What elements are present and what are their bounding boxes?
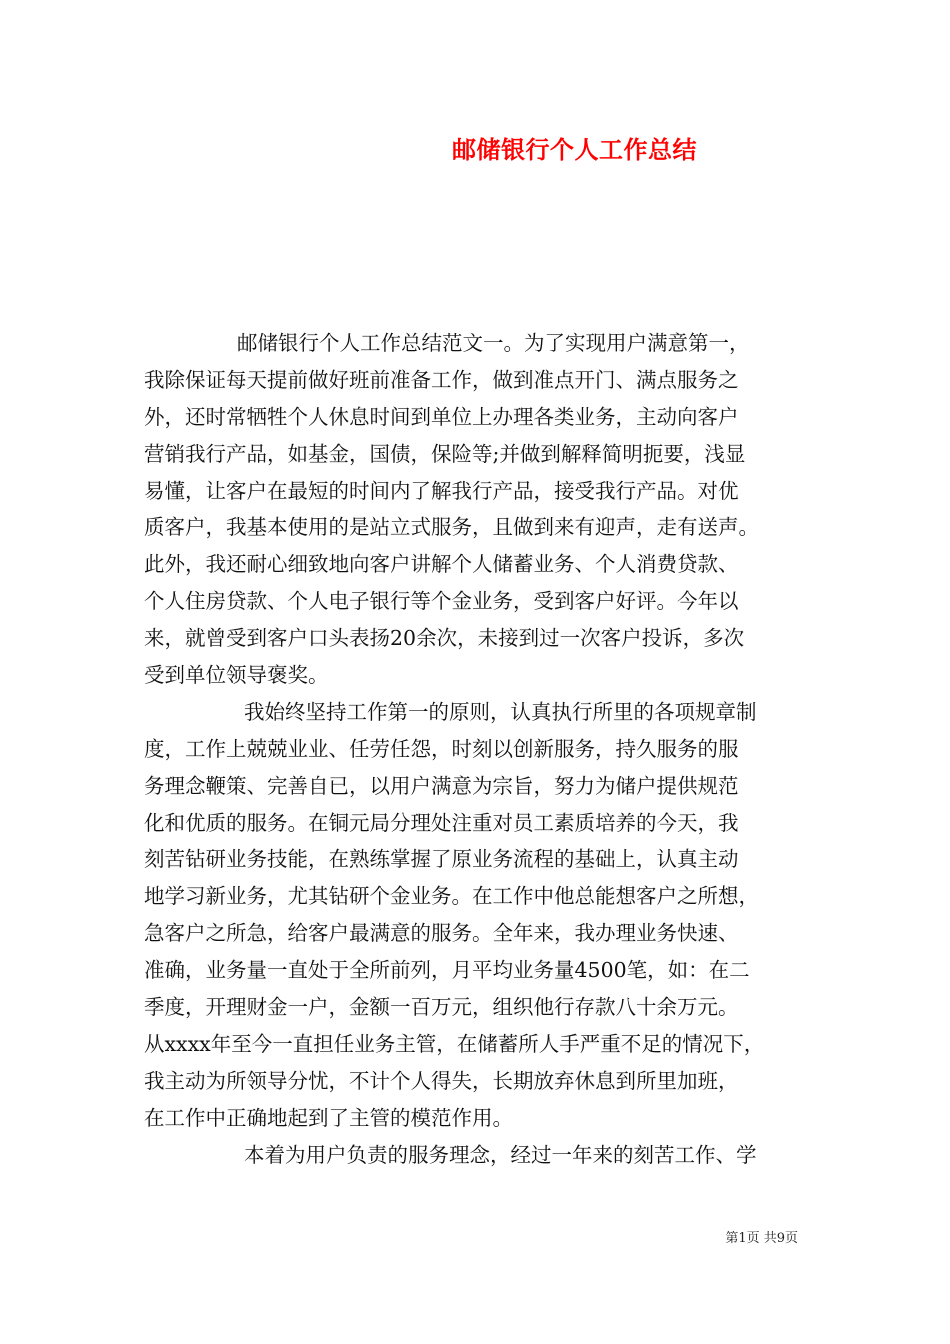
paragraph-line: 刻苦钻研业务技能，在熟练掌握了原业务流程的基础上，认真主动 — [144, 847, 739, 872]
paragraph-line: 易懂，让客户在最短的时间内了解我行产品，接受我行产品。对优 — [144, 478, 739, 503]
paragraph-line: 邮储银行个人工作总结范文一。为了实现用户满意第一， — [237, 331, 750, 355]
paragraph-line: 季度，开理财金一户，金额一百万元，组织他行存款八十余万元。 — [144, 995, 739, 1020]
paragraph-line: 急客户之所急，给客户最满意的服务。全年来，我办理业务快速、 — [144, 921, 739, 946]
paragraph-line: 来，就曾受到客户口头表扬20余次，未接到过一次客户投诉，多次 — [144, 626, 745, 651]
paragraph-line: 我除保证每天提前做好班前准备工作，做到准点开门、满点服务之 — [144, 367, 739, 392]
page-number-footer: 第1页 共9页 — [725, 1231, 798, 1246]
paragraph-line: 营销我行产品，如基金，国债，保险等;并做到解释简明扼要，浅显 — [144, 441, 746, 466]
paragraph-line: 我始终坚持工作第一的原则，认真执行所里的各项规章制 — [244, 699, 757, 724]
paragraph-line: 此外，我还耐心细致地向客户讲解个人储蓄业务、个人消费贷款、 — [144, 552, 739, 577]
paragraph-line: 我主动为所领导分忧，不计个人得失，长期放弃休息到所里加班， — [144, 1068, 739, 1093]
paragraph-line: 个人住房贷款、个人电子银行等个金业务，受到客户好评。今年以 — [144, 589, 739, 614]
paragraph-line: 质客户，我基本使用的是站立式服务，且做到来有迎声，走有送声。 — [144, 515, 759, 540]
document-body — [144, 325, 804, 1173]
paragraph-line: 度，工作上兢兢业业、任劳任怨，时刻以创新服务，持久服务的服 — [144, 736, 739, 761]
paragraph-line: 受到单位领导褒奖。 — [144, 663, 329, 688]
paragraph-1 — [144, 325, 804, 694]
paragraph-line: 准确，业务量一直处于全所前列，月平均业务量4500笔，如：在二 — [144, 958, 750, 983]
paragraph-line: 从xxxx年至今一直担任业务主管，在储蓄所人手严重不足的情况下， — [144, 1031, 765, 1056]
paragraph-line: 本着为用户负责的服务理念，经过一年来的刻苦工作、学 — [244, 1142, 757, 1167]
document-title: 邮储银行个人工作总结 — [452, 135, 697, 164]
paragraph-3 — [144, 1137, 804, 1174]
paragraph-line: 化和优质的服务。在铜元局分理处注重对员工素质培养的今天，我 — [144, 810, 739, 835]
paragraph-line: 外，还时常牺牲个人休息时间到单位上办理各类业务，主动向客户 — [144, 404, 739, 429]
paragraph-line: 务理念鞭策、完善自已，以用户满意为宗旨，努力为储户提供规范 — [144, 773, 739, 798]
paragraph-line: 地学习新业务，尤其钻研个金业务。在工作中他总能想客户之所想， — [144, 884, 759, 909]
paragraph-2 — [144, 694, 804, 1137]
paragraph-line: 在工作中正确地起到了主管的模范作用。 — [144, 1105, 513, 1130]
